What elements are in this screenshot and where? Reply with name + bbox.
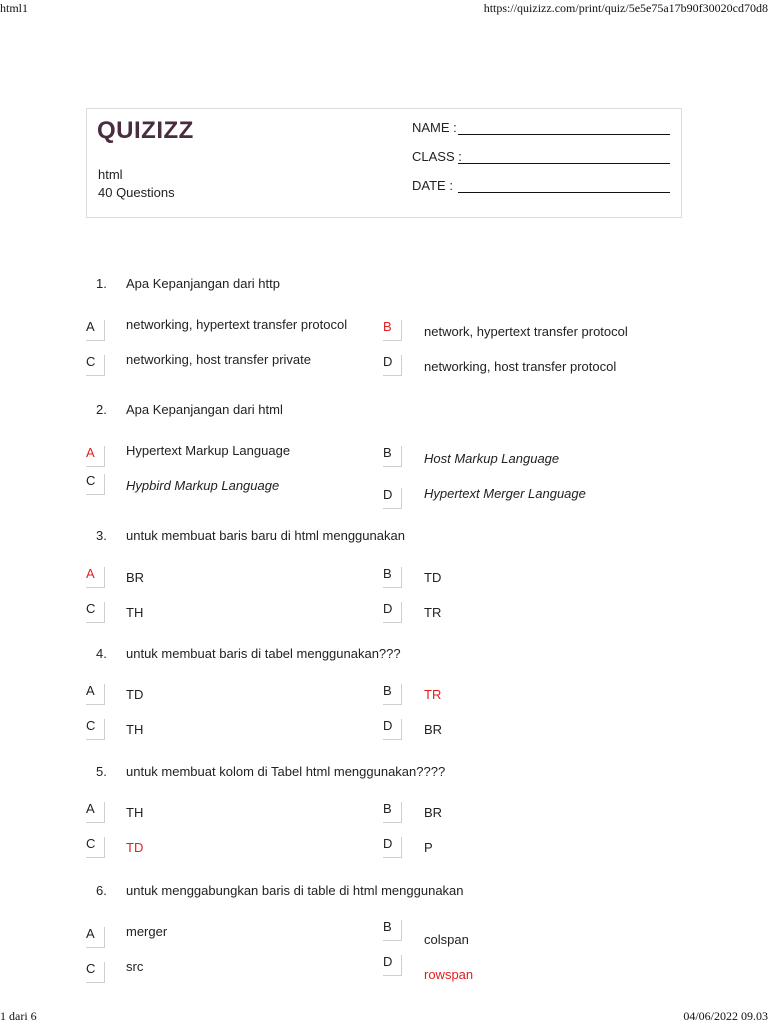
- quizizz-logo: QUIZIZZ: [97, 117, 194, 144]
- option-letter-box: D: [383, 602, 402, 623]
- option-text: network, hypertext transfer protocol: [424, 324, 628, 339]
- print-timestamp: 04/06/2022 09.03: [683, 1009, 768, 1023]
- option-letter-box: B: [383, 567, 402, 588]
- option-letter-box: B: [383, 320, 402, 341]
- option-text: TH: [126, 805, 144, 820]
- option-letter-box: A: [86, 927, 105, 948]
- question-number: 3.: [96, 528, 107, 543]
- option-letter-box: D: [383, 355, 402, 376]
- option-text: TH: [126, 605, 144, 620]
- option-text: Host Markup Language: [424, 451, 560, 466]
- date-line: [458, 192, 670, 193]
- option-letter-box: D: [383, 488, 402, 509]
- option-letter-box: C: [86, 837, 105, 858]
- option-text: TD: [126, 687, 144, 702]
- question-text: untuk membuat baris baru di html menggunakan: [126, 528, 405, 543]
- quiz-title: html: [98, 167, 123, 182]
- question-number: 4.: [96, 646, 107, 661]
- option-letter-box: A: [86, 446, 105, 467]
- quiz-header-box: [86, 108, 682, 218]
- class-field: [412, 149, 462, 164]
- option-text: BR: [126, 570, 145, 585]
- option-letter-box: A: [86, 684, 105, 705]
- question-text: untuk membuat kolom di Tabel html menggunakan????: [126, 764, 446, 779]
- option-letter-box: C: [86, 962, 105, 983]
- question-number: 2.: [96, 402, 107, 417]
- option-text: TR: [424, 687, 442, 702]
- name-line: [458, 134, 670, 135]
- option-letter-box: A: [86, 567, 105, 588]
- print-header-title: html1: [0, 1, 29, 15]
- question-count: 40 Questions: [98, 185, 175, 200]
- print-header: [0, 0, 768, 16]
- option-letter-box: D: [383, 719, 402, 740]
- option-letter-box: D: [383, 837, 402, 858]
- option-text: Hypertext Merger Language: [424, 486, 586, 501]
- option-text: P: [424, 840, 433, 855]
- option-letter-box: A: [86, 320, 105, 341]
- option-text: merger: [126, 924, 168, 939]
- option-text: Hypbird Markup Language: [126, 478, 280, 493]
- option-text: TR: [424, 605, 442, 620]
- option-text: rowspan: [424, 967, 474, 982]
- option-letter-box: C: [86, 355, 105, 376]
- question-text: Apa Kepanjangan dari html: [126, 402, 283, 417]
- option-letter-box: B: [383, 684, 402, 705]
- print-header-url: https://quizizz.com/print/quiz/5e5e75a17b90f30020cd70d8: [483, 1, 768, 15]
- option-letter-box: B: [383, 446, 402, 467]
- option-letter-box: B: [383, 920, 402, 941]
- question-number: 6.: [96, 883, 107, 898]
- option-text: BR: [424, 805, 443, 820]
- option-text: networking, host transfer private: [126, 352, 311, 367]
- name-field: [412, 120, 457, 135]
- option-text: TD: [424, 570, 442, 585]
- date-field: [412, 178, 453, 193]
- print-footer: [0, 1008, 768, 1024]
- option-text: TD: [126, 840, 144, 855]
- page-number: 1 dari 6: [0, 1009, 37, 1023]
- question-text: Apa Kepanjangan dari http: [126, 276, 280, 291]
- date-label: DATE :: [412, 178, 453, 193]
- option-text: networking, hypertext transfer protocol: [126, 317, 348, 332]
- question-text: untuk membuat baris di tabel menggunakan???: [126, 646, 401, 661]
- option-text: TH: [126, 722, 144, 737]
- option-letter-box: C: [86, 602, 105, 623]
- option-letter-box: C: [86, 719, 105, 740]
- name-label: NAME :: [412, 120, 457, 135]
- option-text: src: [126, 959, 144, 974]
- class-label: CLASS :: [412, 149, 462, 164]
- option-text: Hypertext Markup Language: [126, 443, 291, 458]
- question-text: untuk menggabungkan baris di table di html menggunakan: [126, 883, 464, 898]
- question-number: 1.: [96, 276, 107, 291]
- class-line: [458, 163, 670, 164]
- option-text: networking, host transfer protocol: [424, 359, 617, 374]
- option-letter-box: D: [383, 955, 402, 976]
- question-number: 5.: [96, 764, 107, 779]
- option-letter-box: A: [86, 802, 105, 823]
- option-letter-box: B: [383, 802, 402, 823]
- option-letter-box: C: [86, 474, 105, 495]
- option-text: colspan: [424, 932, 469, 947]
- option-text: BR: [424, 722, 443, 737]
